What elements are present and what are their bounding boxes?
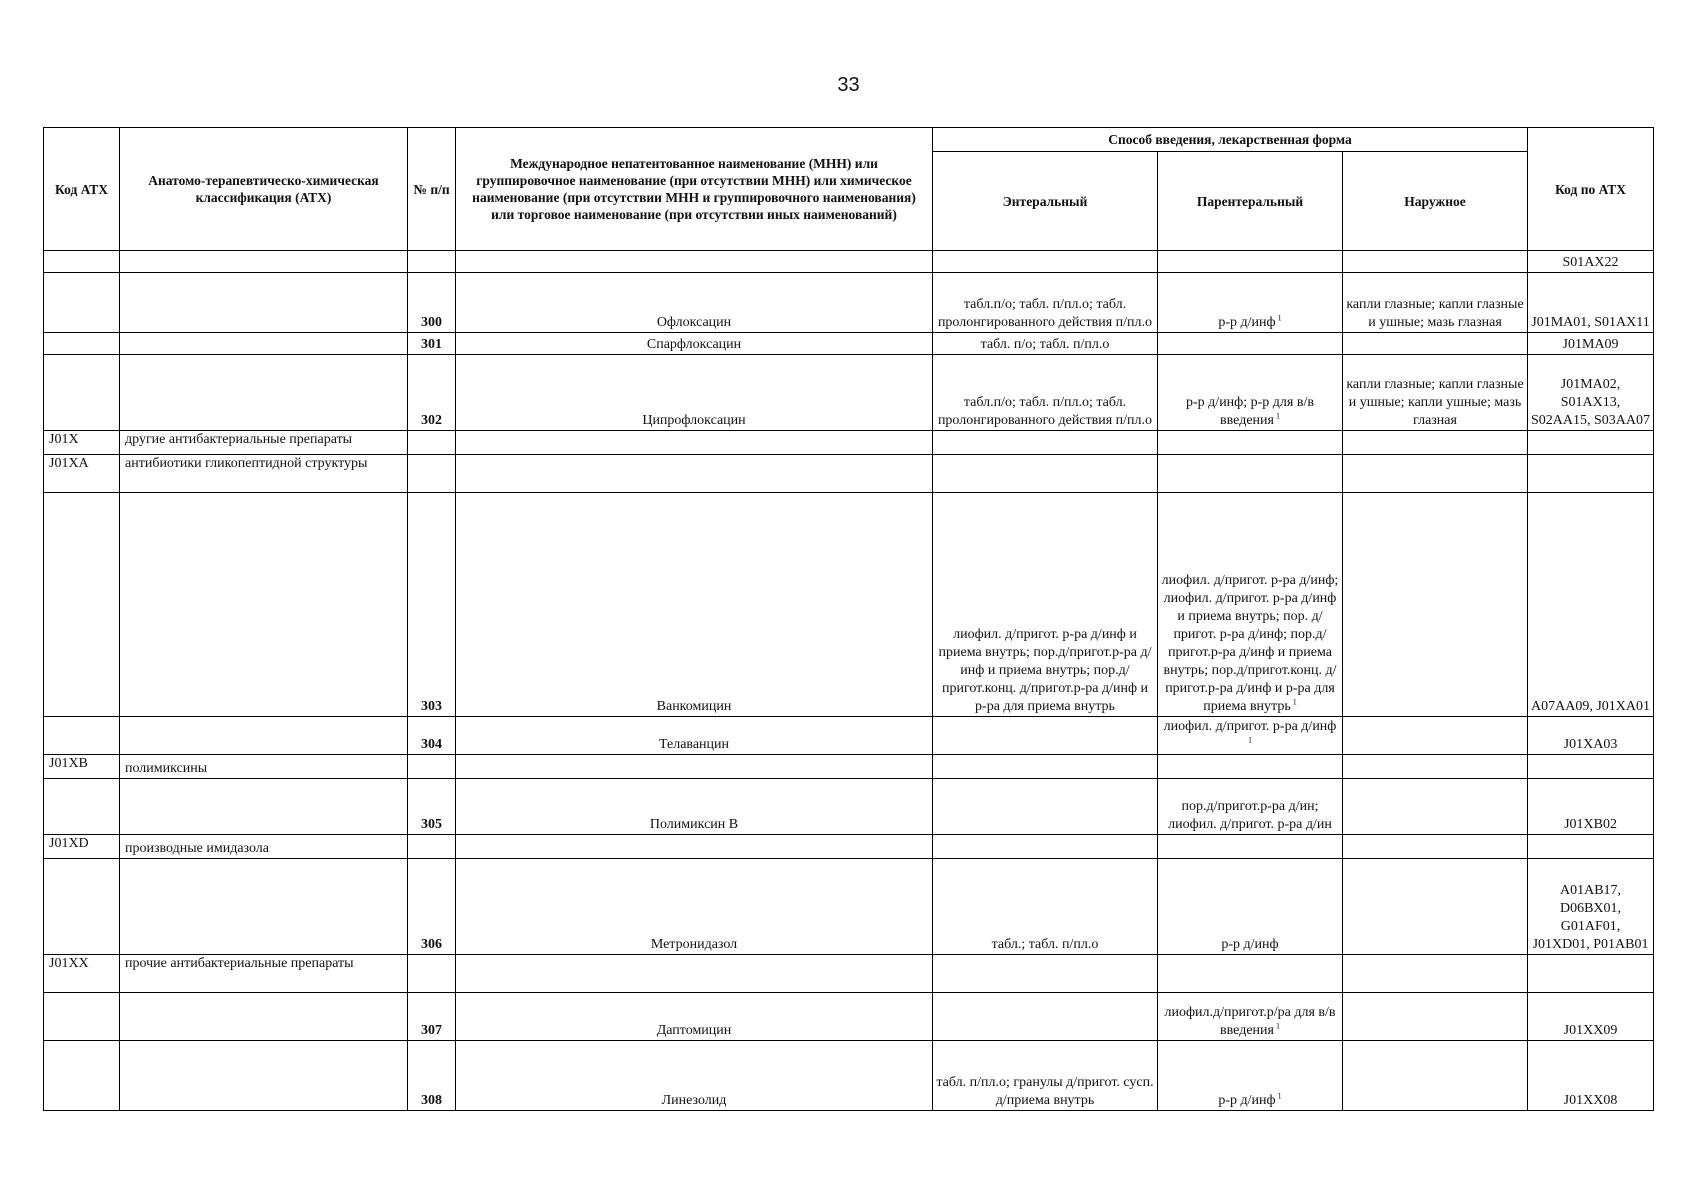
atc-code-cell: J01X	[44, 431, 120, 455]
parenteral-form-cell	[1158, 251, 1343, 273]
parenteral-form-cell	[1158, 333, 1343, 355]
classification-cell	[120, 493, 408, 717]
atc-code-cell	[44, 493, 120, 717]
row-number-cell: 300	[408, 273, 456, 333]
table-row	[44, 955, 1654, 993]
header-route-group: Способ введения, лекарственная форма	[933, 128, 1528, 152]
atc-code-cell	[44, 251, 120, 273]
external-form-cell	[1343, 835, 1528, 859]
header-name: Международное непатентованное наименование (МНН) или группировочное наименование (при отсутствии МНН) или химическое наименование (при отсутствии МНН и группировочного наименования) или торговое наименование (при отсутствии иных наименований)	[456, 128, 933, 251]
footnote-marker: 1	[1290, 697, 1297, 707]
row-number-cell: 304	[408, 717, 456, 755]
classification-cell	[120, 251, 408, 273]
classification-cell: полимиксины	[120, 755, 408, 779]
row-number-cell: 306	[408, 859, 456, 955]
enteral-form-cell	[933, 251, 1158, 273]
atc-codes-cell: A01AB17, D06BX01, G01AF01, J01XD01, P01AB01	[1528, 859, 1654, 955]
atc-code-cell	[44, 717, 120, 755]
drug-name-cell: Спарфлоксацин	[456, 333, 933, 355]
row-number-cell	[408, 251, 456, 273]
enteral-form-cell: табл.п/о; табл. п/пл.о; табл. пролонгированного действия п/пл.о	[933, 355, 1158, 431]
parenteral-form-cell	[1158, 431, 1343, 455]
atc-codes-cell: J01XX08	[1528, 1041, 1654, 1111]
external-form-cell	[1343, 755, 1528, 779]
row-number-cell	[408, 955, 456, 993]
parenteral-form-cell	[1158, 455, 1343, 493]
external-form-cell	[1343, 455, 1528, 493]
drug-name-cell: Даптомицин	[456, 993, 933, 1041]
external-form-cell	[1343, 779, 1528, 835]
classification-cell	[120, 779, 408, 835]
drug-name-cell	[456, 755, 933, 779]
atc-codes-cell: A07AA09, J01XA01	[1528, 493, 1654, 717]
enteral-form-cell	[933, 755, 1158, 779]
external-form-cell	[1343, 955, 1528, 993]
table-row	[44, 779, 1654, 835]
drug-name-cell: Полимиксин B	[456, 779, 933, 835]
parenteral-form-cell: р-р д/инф; р-р для в/в введения $^1$	[1158, 355, 1343, 431]
external-form-cell	[1343, 251, 1528, 273]
atc-code-cell	[44, 779, 120, 835]
enteral-form-cell	[933, 955, 1158, 993]
table-row	[44, 355, 1654, 431]
atc-codes-cell: J01MA09	[1528, 333, 1654, 355]
header-atc-by: Код по АТХ	[1528, 128, 1654, 251]
atc-code-cell	[44, 993, 120, 1041]
row-number-cell	[408, 835, 456, 859]
parenteral-form-cell: р-р д/инф $^1$	[1158, 273, 1343, 333]
external-form-cell	[1343, 493, 1528, 717]
row-number-cell: 305	[408, 779, 456, 835]
footnote-marker: 1	[1273, 1021, 1280, 1031]
atc-codes-cell	[1528, 455, 1654, 493]
row-number-cell	[408, 431, 456, 455]
drug-name-cell: Ципрофлоксацин	[456, 355, 933, 431]
classification-cell	[120, 717, 408, 755]
classification-cell	[120, 993, 408, 1041]
atc-codes-cell: J01MA01, S01AX11	[1528, 273, 1654, 333]
table-row	[44, 859, 1654, 955]
atc-codes-cell: J01MA02, S01AX13, S02AA15, S03AA07	[1528, 355, 1654, 431]
external-form-cell	[1343, 431, 1528, 455]
header-classification: Анатомо-терапевтическо-химическая классификация (АТХ)	[120, 128, 408, 251]
parenteral-form-cell: пор.д/пригот.р-ра д/ин; лиофил. д/пригот. р-ра д/ин	[1158, 779, 1343, 835]
drug-name-cell: Ванкомицин	[456, 493, 933, 717]
parenteral-form-cell	[1158, 755, 1343, 779]
table-row	[44, 993, 1654, 1041]
classification-cell	[120, 273, 408, 333]
parenteral-form-cell	[1158, 835, 1343, 859]
enteral-form-cell: табл.; табл. п/пл.о	[933, 859, 1158, 955]
table-row	[44, 1041, 1654, 1111]
header-enteral: Энтеральный	[933, 152, 1158, 251]
table-row	[44, 493, 1654, 717]
footnote-marker: 1	[1248, 735, 1252, 745]
external-form-cell	[1343, 717, 1528, 755]
enteral-form-cell: табл. п/пл.о; гранулы д/пригот. сусп. д/приема внутрь	[933, 1041, 1158, 1111]
atc-codes-cell	[1528, 431, 1654, 455]
table-row	[44, 431, 1654, 455]
header-number: № п/п	[408, 128, 456, 251]
external-form-cell: капли глазные; капли глазные и ушные; мазь глазная	[1343, 273, 1528, 333]
header-external: Наружное	[1343, 152, 1528, 251]
drug-name-cell	[456, 431, 933, 455]
table-row	[44, 251, 1654, 273]
enteral-form-cell	[933, 993, 1158, 1041]
footnote-marker: 1	[1275, 313, 1282, 323]
classification-cell: производные имидазола	[120, 835, 408, 859]
atc-codes-cell: J01XX09	[1528, 993, 1654, 1041]
parenteral-form-cell: р-р д/инф $^1$	[1158, 1041, 1343, 1111]
table-row	[44, 717, 1654, 755]
drug-name-cell: Офлоксацин	[456, 273, 933, 333]
header-atc-code: Код АТХ	[44, 128, 120, 251]
drug-name-cell	[456, 835, 933, 859]
drug-name-cell: Линезолид	[456, 1041, 933, 1111]
enteral-form-cell: табл.п/о; табл. п/пл.о; табл. пролонгированного действия п/пл.о	[933, 273, 1158, 333]
enteral-form-cell	[933, 717, 1158, 755]
table-row	[44, 333, 1654, 355]
atc-code-cell: J01XA	[44, 455, 120, 493]
external-form-cell	[1343, 333, 1528, 355]
row-number-cell	[408, 755, 456, 779]
drug-name-cell: Телаванцин	[456, 717, 933, 755]
classification-cell: антибиотики гликопептидной структуры	[120, 455, 408, 493]
row-number-cell: 307	[408, 993, 456, 1041]
parenteral-form-cell: лиофил.д/пригот.р/ра для в/в введения $^1$	[1158, 993, 1343, 1041]
drug-name-cell	[456, 455, 933, 493]
enteral-form-cell	[933, 779, 1158, 835]
atc-code-cell	[44, 1041, 120, 1111]
classification-cell	[120, 333, 408, 355]
enteral-form-cell: лиофил. д/пригот. р-ра д/инф и приема внутрь; пор.д/пригот.р-ра д/инф и приема внутрь; пор.д/пригот.конц. д/пригот.р-ра д/инф и р-ра для приема внутрь	[933, 493, 1158, 717]
external-form-cell	[1343, 859, 1528, 955]
enteral-form-cell	[933, 431, 1158, 455]
drug-list-table	[43, 127, 1654, 1111]
drug-name-cell	[456, 251, 933, 273]
classification-cell	[120, 1041, 408, 1111]
header-parenteral: Парентеральный	[1158, 152, 1343, 251]
atc-code-cell	[44, 273, 120, 333]
atc-codes-cell: S01AX22	[1528, 251, 1654, 273]
atc-codes-cell	[1528, 955, 1654, 993]
parenteral-form-cell	[1158, 955, 1343, 993]
footnote-marker: 1	[1275, 1091, 1282, 1101]
table-row	[44, 455, 1654, 493]
atc-code-cell	[44, 859, 120, 955]
footnote-marker: 1	[1273, 411, 1280, 421]
atc-codes-cell: J01XA03	[1528, 717, 1654, 755]
drug-name-cell: Метронидазол	[456, 859, 933, 955]
atc-code-cell: J01XD	[44, 835, 120, 859]
classification-cell	[120, 355, 408, 431]
parenteral-form-cell: лиофил. д/пригот. р-ра д/инф; лиофил. д/пригот. р-ра д/инф и приема внутрь; пор. д/пригот. р-ра д/инф; пор.д/пригот.р-ра д/инф и приема внутрь; пор.д/пригот.конц. д/пригот.р-ра д/инф и р-ра для приема внутрь $^1$	[1158, 493, 1343, 717]
row-number-cell: 302	[408, 355, 456, 431]
classification-cell: прочие антибактериальные препараты	[120, 955, 408, 993]
atc-codes-cell: J01XB02	[1528, 779, 1654, 835]
atc-code-cell	[44, 333, 120, 355]
external-form-cell	[1343, 993, 1528, 1041]
row-number-cell	[408, 455, 456, 493]
atc-code-cell: J01XB	[44, 755, 120, 779]
external-form-cell: капли глазные; капли глазные и ушные; капли ушные; мазь глазная	[1343, 355, 1528, 431]
atc-codes-cell	[1528, 755, 1654, 779]
atc-codes-cell	[1528, 835, 1654, 859]
classification-cell: другие антибактериальные препараты	[120, 431, 408, 455]
atc-code-cell	[44, 355, 120, 431]
enteral-form-cell	[933, 835, 1158, 859]
enteral-form-cell	[933, 455, 1158, 493]
row-number-cell: 308	[408, 1041, 456, 1111]
row-number-cell: 301	[408, 333, 456, 355]
parenteral-form-cell: р-р д/инф	[1158, 859, 1343, 955]
table-row	[44, 273, 1654, 333]
external-form-cell	[1343, 1041, 1528, 1111]
enteral-form-cell: табл. п/о; табл. п/пл.о	[933, 333, 1158, 355]
parenteral-form-cell: лиофил. д/пригот. р-ра д/инф $^1$	[1158, 717, 1343, 755]
table-row	[44, 755, 1654, 779]
drug-name-cell	[456, 955, 933, 993]
classification-cell	[120, 859, 408, 955]
table-row	[44, 835, 1654, 859]
page-number: 33	[837, 74, 860, 96]
row-number-cell: 303	[408, 493, 456, 717]
atc-code-cell: J01XX	[44, 955, 120, 993]
